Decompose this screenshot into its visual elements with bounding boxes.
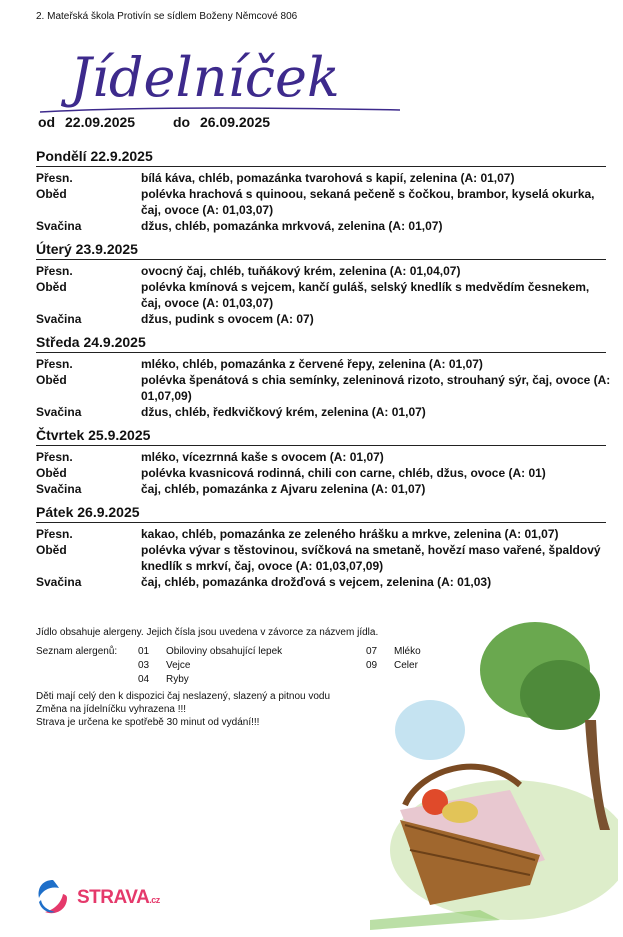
meal-desc: kakao, chléb, pomazánka ze zeleného hrášku a mrkve, zelenina (A: 01,07)	[141, 527, 559, 541]
allergen-code: 07	[366, 646, 378, 657]
meal-desc: polévka hrachová s quinoou, sekaná pečeně s čočkou, brambor, kyselá okurka, čaj, ovoce (A: 01,03,07)	[141, 187, 595, 217]
meal-row	[36, 574, 616, 590]
day-title: Pondělí 22.9.2025	[36, 148, 606, 167]
meal-name: Oběd	[36, 373, 67, 387]
strava-logo-text: STRAVA.cz	[77, 887, 160, 908]
meal-row	[36, 372, 616, 404]
day-title: Čtvrtek 25.9.2025	[36, 427, 606, 446]
meal-row	[36, 542, 616, 574]
footer-note: Změna na jídelníčku vyhrazena !!!	[36, 704, 187, 715]
day-title: Úterý 23.9.2025	[36, 241, 606, 260]
meal-name: Svačina	[36, 405, 82, 419]
meal-desc: čaj, chléb, pomazánka z Ajvaru zelenina (A: 01,07)	[141, 482, 426, 496]
allergen-name: Vejce	[166, 660, 191, 671]
date-range	[38, 114, 304, 130]
meal-name: Oběd	[36, 543, 67, 557]
footer-notes	[36, 690, 330, 729]
footer-note: Strava je určena ke spotřebě 30 minut od vydání!!!	[36, 717, 260, 728]
footer-note: Děti mají celý den k dispozici čaj neslazený, slazený a pitnou vodu	[36, 691, 331, 702]
to-date: 26.09.2025	[199, 114, 271, 130]
meal-row	[36, 404, 616, 420]
allergen-name: Obiloviny obsahující lepek	[166, 646, 283, 657]
meal-desc: polévka kvasnicová rodinná, chili con carne, chléb, džus, ovoce (A: 01)	[141, 466, 546, 480]
meal-name: Oběd	[36, 187, 67, 201]
strava-logo-icon	[33, 876, 73, 920]
meal-row	[36, 481, 616, 497]
meal-desc: polévka vývar s těstovinou, svíčková na smetaně, hovězí maso vařené, špaldový knedlík s mrkví, čaj, ovoce (A: 01,03,07,09)	[141, 543, 601, 573]
meal-name: Přesn.	[36, 450, 73, 464]
day-wednesday	[36, 334, 616, 420]
meal-row	[36, 449, 616, 465]
day-title: Středa 24.9.2025	[36, 334, 606, 353]
meal-name: Svačina	[36, 482, 82, 496]
meal-desc: polévka špenátová s chia semínky, zeleninová rizoto, strouhaný sýr, čaj, ovoce (A: 01,07,09)	[141, 373, 611, 403]
meal-desc: čaj, chléb, pomazánka drožďová s vejcem, zelenina (A: 01,03)	[141, 575, 492, 589]
allergen-code: 01	[138, 646, 150, 657]
meal-row	[36, 526, 616, 542]
allergen-name: Celer	[394, 660, 418, 671]
allergen-code: 09	[366, 660, 378, 671]
meal-name: Přesn.	[36, 357, 73, 371]
from-label: od	[38, 114, 56, 130]
meal-row	[36, 356, 616, 372]
meal-desc: bílá káva, chléb, pomazánka tvarohová s kapií, zelenina (A: 01,07)	[141, 171, 515, 185]
day-friday	[36, 504, 616, 590]
meal-name: Přesn.	[36, 171, 73, 185]
allergen-code: 04	[138, 674, 150, 685]
school-name: 2. Mateřská škola Protivín se sídlem Boženy Němcové 806	[36, 11, 298, 22]
day-thursday	[36, 427, 616, 497]
meal-desc: mléko, chléb, pomazánka z červené řepy, zelenina (A: 01,07)	[141, 357, 483, 371]
meal-row	[36, 186, 616, 218]
allergen-code: 03	[138, 660, 150, 671]
meal-row	[36, 311, 616, 327]
meal-name: Svačina	[36, 312, 82, 326]
allergen-list-label: Seznam alergenů:	[36, 646, 118, 657]
title-text: Jídelníček	[70, 46, 340, 109]
meal-desc: džus, chléb, pomazánka mrkvová, zelenina (A: 01,07)	[141, 219, 443, 233]
meal-name: Oběd	[36, 280, 67, 294]
allergen-name: Mléko	[394, 646, 421, 657]
strava-logo	[33, 876, 160, 920]
meal-row	[36, 218, 616, 234]
meal-desc: džus, pudink s ovocem (A: 07)	[141, 312, 314, 326]
day-title: Pátek 26.9.2025	[36, 504, 606, 523]
meal-row	[36, 465, 616, 481]
menu-list	[36, 148, 616, 597]
picnic-basket-illustration	[360, 620, 618, 930]
to-label: do	[172, 114, 191, 130]
meal-desc: ovocný čaj, chléb, tuňákový krém, zelenina (A: 01,04,07)	[141, 264, 461, 278]
meal-name: Svačina	[36, 575, 82, 589]
day-tuesday	[36, 241, 616, 327]
meal-desc: mléko, vícezrnná kaše s ovocem (A: 01,07)	[141, 450, 384, 464]
meal-desc: džus, chléb, ředkvičkový krém, zelenina (A: 01,07)	[141, 405, 426, 419]
meal-row	[36, 263, 616, 279]
meal-name: Oběd	[36, 466, 67, 480]
meal-row	[36, 170, 616, 186]
meal-name: Přesn.	[36, 264, 73, 278]
meal-row	[36, 279, 616, 311]
allergen-name: Ryby	[166, 674, 189, 685]
day-monday	[36, 148, 616, 234]
meal-desc: polévka kmínová s vejcem, kančí guláš, selský knedlík s medvědím česnekem, čaj, ovoce (A: 01,03,07)	[141, 280, 590, 310]
meal-name: Svačina	[36, 219, 82, 233]
allergen-note: Jídlo obsahuje alergeny. Jejich čísla jsou uvedena v závorce za názvem jídla.	[36, 627, 379, 638]
page-title	[30, 28, 410, 118]
from-date: 22.09.2025	[65, 114, 136, 130]
meal-name: Přesn.	[36, 527, 73, 541]
